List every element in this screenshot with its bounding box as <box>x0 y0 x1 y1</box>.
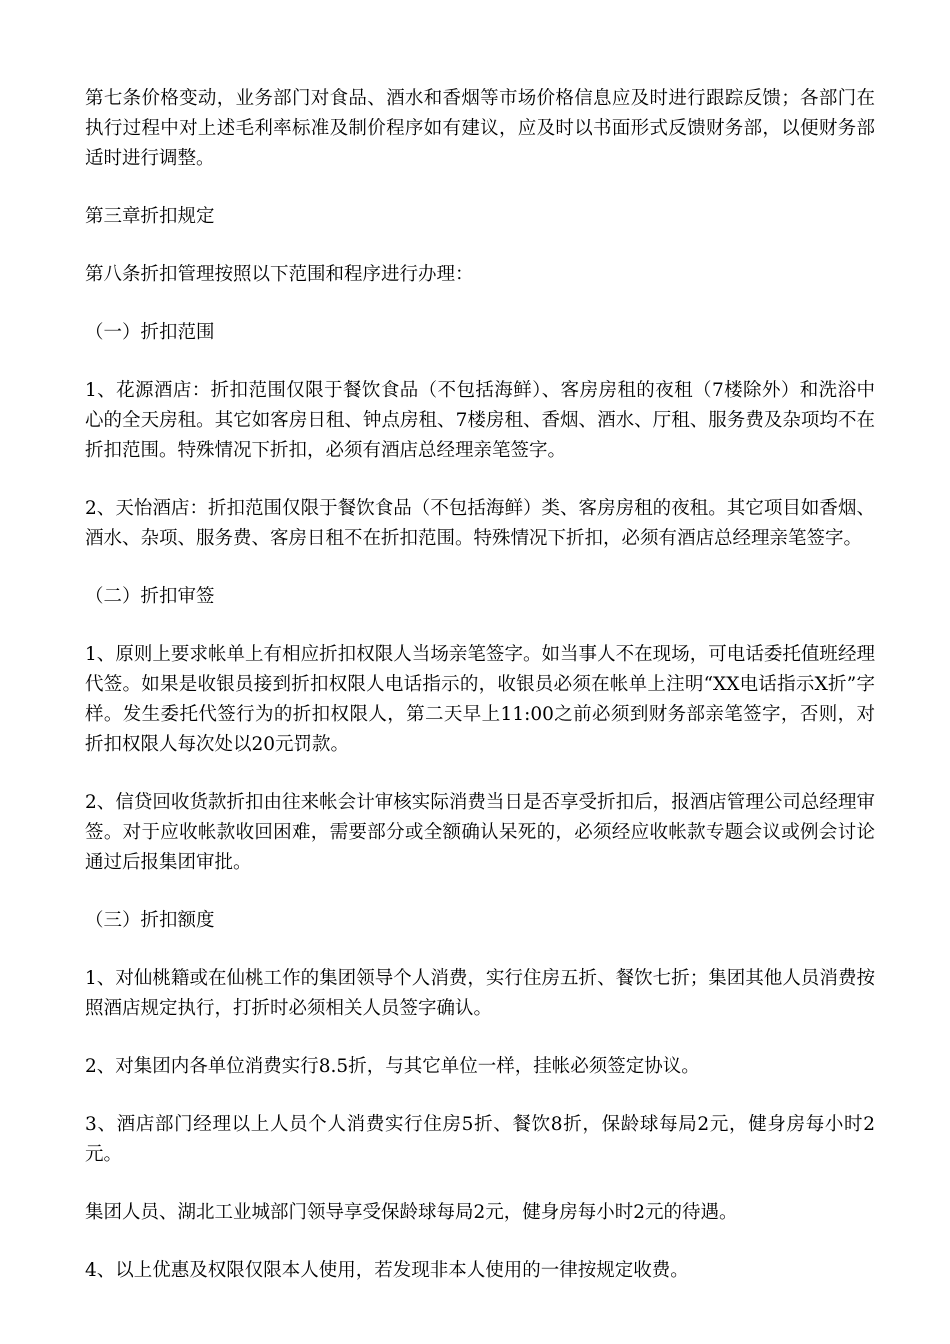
section-1-heading: （一）折扣范围 <box>85 322 215 343</box>
section-1-item-2: 2、天怡酒店：折扣范围仅限于餐饮食品（不包括海鲜）类、客房房租的夜租。其它项目如香烟、酒水、杂项、服务费、客房日租不在折扣范围。特殊情况下折扣，必须有酒店总经理亲笔签字。 <box>85 498 875 549</box>
section-2-heading: （二）折扣审签 <box>85 586 215 607</box>
document-page <box>85 84 875 1314</box>
chapter-3-heading: 第三章折扣规定 <box>85 206 215 227</box>
section-3-heading: （三）折扣额度 <box>85 910 215 931</box>
section-3-item-3: 3、酒店部门经理以上人员个人消费实行住房5折、餐饮8折，保龄球每局2元，健身房每小时2元。 <box>85 1114 875 1165</box>
section-2-item-1: 1、原则上要求帐单上有相应折扣权限人当场亲笔签字。如当事人不在现场，可电话委托值班经理代签。如果是收银员接到折扣权限人电话指示的，收银员必须在帐单上注明“XX电话指示X折”字样。发生委托代签行为的折扣权限人，第二天早上11:00之前必须到财务部亲笔签字，否则，对折扣权限人每次处以20元罚款。 <box>85 644 875 755</box>
section-3-note: 集团人员、湖北工业城部门领导享受保龄球每局2元，健身房每小时2元的待遇。 <box>85 1202 738 1223</box>
section-3-item-2: 2、对集团内各单位消费实行8.5折，与其它单位一样，挂帐必须签定协议。 <box>85 1056 700 1077</box>
section-3-item-4: 4、以上优惠及权限仅限本人使用，若发现非本人使用的一律按规定收费。 <box>85 1260 689 1281</box>
section-1-item-1: 1、花源酒店：折扣范围仅限于餐饮食品（不包括海鲜）、客房房租的夜租（7楼除外）和洗浴中心的全天房租。其它如客房日租、钟点房租、7楼房租、香烟、酒水、厅租、服务费及杂项均不在折扣范围。特殊情况下折扣，必须有酒店总经理亲笔签字。 <box>85 380 875 461</box>
article-8-paragraph: 第八条折扣管理按照以下范围和程序进行办理： <box>85 264 474 285</box>
article-7-paragraph: 第七条价格变动，业务部门对食品、酒水和香烟等市场价格信息应及时进行跟踪反馈；各部门在执行过程中对上述毛利率标准及制价程序如有建议，应及时以书面形式反馈财务部，以便财务部适时进行调整。 <box>85 88 875 169</box>
section-2-item-2: 2、信贷回收货款折扣由往来帐会计审核实际消费当日是否享受折扣后，报酒店管理公司总经理审签。对于应收帐款收回困难，需要部分或全额确认呆死的，必须经应收帐款专题会议或例会讨论通过后报集团审批。 <box>85 792 875 873</box>
section-3-item-1: 1、对仙桃籍或在仙桃工作的集团领导个人消费，实行住房五折、餐饮七折；集团其他人员消费按照酒店规定执行，打折时必须相关人员签字确认。 <box>85 968 875 1019</box>
